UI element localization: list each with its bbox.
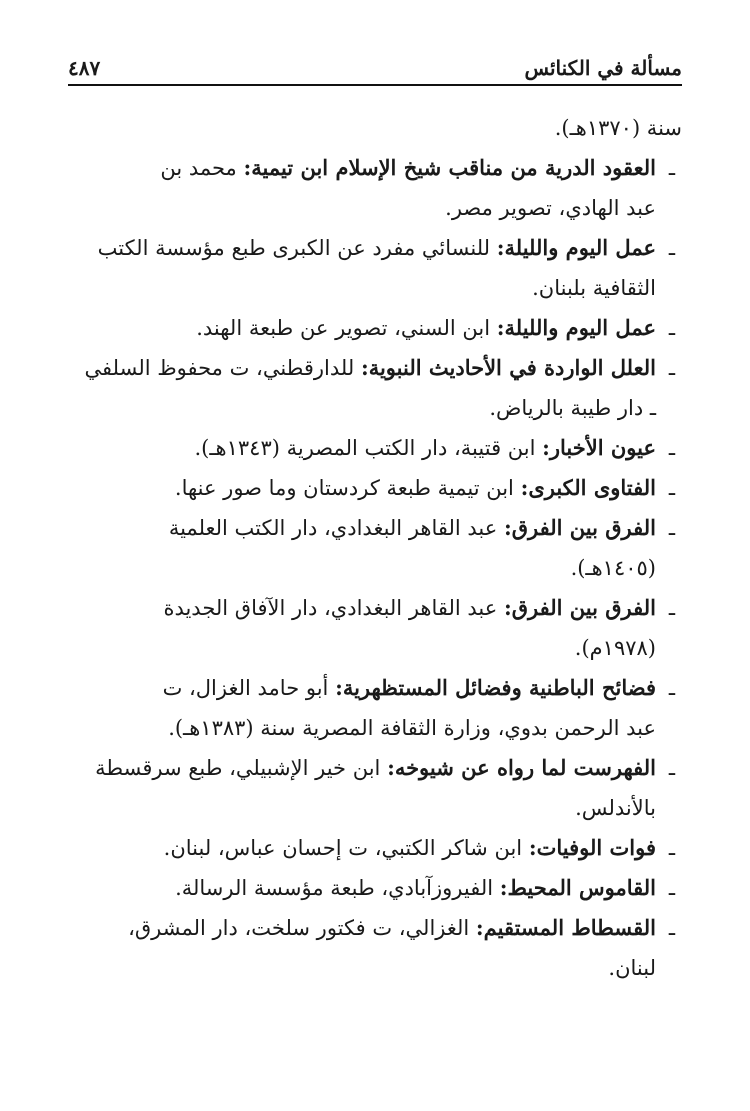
bibliography-entry [68, 868, 682, 908]
entry-title: الفرق بين الفرق: [503, 515, 656, 540]
entry-dash: ـ [668, 676, 676, 700]
entry-detail: محمد بن [160, 156, 244, 180]
entry-first-line [68, 748, 656, 788]
entry-first-line [68, 428, 656, 468]
entry-detail: عبد القاهر البغدادي، دار الكتب العلمية [168, 516, 504, 540]
entry-continuation: عبد الرحمن بدوي، وزارة الثقافة المصرية سنة (١٣٨٣هـ). [168, 716, 656, 740]
entry-continuation: (١٤٠٥هـ). [570, 556, 656, 580]
entry-first-line [68, 588, 656, 628]
entry-title: فوات الوفيات: [528, 835, 656, 860]
page-header [68, 50, 682, 86]
entry-title: القاموس المحيط: [499, 875, 656, 900]
entry-dash: ـ [668, 516, 676, 540]
entry-dash: ـ [668, 756, 676, 780]
entry-dash: ـ [668, 876, 676, 900]
entry-title: عمل اليوم والليلة: [496, 315, 656, 340]
bibliography-entry [68, 308, 682, 348]
entry-dash: ـ [668, 156, 676, 180]
entry-first-line [68, 348, 656, 388]
bibliography-entry [68, 428, 682, 468]
bibliography-entry [68, 348, 682, 428]
bibliography-entry [68, 148, 682, 228]
entry-continuation: (١٩٧٨م). [574, 636, 656, 660]
entry-continuation: ـ دار طيبة بالرياض. [489, 396, 656, 420]
entry-first-line [68, 308, 656, 348]
entry-title: فضائح الباطنية وفضائل المستظهرية: [335, 675, 656, 700]
entry-dash: ـ [668, 476, 676, 500]
entry-dash: ـ [668, 356, 676, 380]
entry-detail: ابن خير الإشبيلي، طبع سرقسطة [95, 756, 388, 780]
entry-detail: ابن السني، تصوير عن طبعة الهند. [196, 316, 497, 340]
entry-dash: ـ [668, 916, 676, 940]
entry-detail: الفيروزآبادي، طبعة مؤسسة الرسالة. [175, 876, 500, 900]
entry-continuation: بالأندلس. [575, 796, 656, 820]
bibliography-entry [68, 828, 682, 868]
entry-dash: ـ [668, 836, 676, 860]
entry-detail: ابن تيمية طبعة كردستان وما صور عنها. [174, 476, 521, 500]
entry-detail: للنسائي مفرد عن الكبرى طبع مؤسسة الكتب [97, 236, 497, 260]
entry-title: القسطاط المستقيم: [475, 915, 656, 940]
entry-dash: ـ [668, 316, 676, 340]
entry-first-line [68, 228, 656, 268]
entry-first-line [68, 148, 656, 188]
entry-first-line [68, 908, 656, 948]
entry-dash: ـ [668, 236, 676, 260]
entry-title: العلل الواردة في الأحاديث النبوية: [360, 355, 656, 380]
entry-title: الفرق بين الفرق: [503, 595, 656, 620]
entry-first-line [68, 668, 656, 708]
entries-container [68, 148, 682, 988]
entry-dash: ـ [668, 596, 676, 620]
bibliography-entry [68, 748, 682, 828]
entry-title: العقود الدرية من مناقب شيخ الإسلام ابن تيمية: [243, 155, 656, 180]
entry-continuation: لبنان. [608, 956, 656, 980]
entry-first-line [68, 508, 656, 548]
entry-detail: الغزالي، ت فكتور سلخت، دار المشرق، [128, 916, 476, 940]
entry-title: عمل اليوم والليلة: [496, 235, 656, 260]
bibliography-entry [68, 588, 682, 668]
bibliography-entry [68, 908, 682, 988]
entry-title: عيون الأخبار: [542, 435, 656, 460]
entry-first-line [68, 868, 656, 908]
intro-line: سنة (١٣٧٠هـ). [554, 116, 682, 140]
bibliography-entry [68, 508, 682, 588]
entry-title: الفهرست لما رواه عن شيوخه: [387, 755, 656, 780]
bibliography-entry [68, 468, 682, 508]
entry-continuation: عبد الهادي، تصوير مصر. [445, 196, 656, 220]
entry-detail: عبد القاهر البغدادي، دار الآفاق الجديدة [163, 596, 504, 620]
bibliography-list [68, 108, 682, 988]
entry-detail: ابن شاكر الكتبي، ت إحسان عباس، لبنان. [163, 836, 529, 860]
entry-detail: للدارقطني، ت محفوظ السلفي [84, 356, 361, 380]
entry-first-line [68, 828, 656, 868]
entry-title: الفتاوى الكبرى: [520, 475, 656, 500]
entry-detail: ابن قتيبة، دار الكتب المصرية (١٣٤٣هـ). [194, 436, 543, 460]
entry-continuation: الثقافية بلبنان. [532, 276, 656, 300]
entry-first-line [68, 468, 656, 508]
entry-detail: أبو حامد الغزال، ت [162, 676, 336, 700]
bibliography-entry [68, 668, 682, 748]
bibliography-entry [68, 228, 682, 308]
entry-dash: ـ [668, 436, 676, 460]
running-title: مسألة في الكنائس [524, 56, 682, 80]
page-number: ٤٨٧ [68, 56, 101, 80]
